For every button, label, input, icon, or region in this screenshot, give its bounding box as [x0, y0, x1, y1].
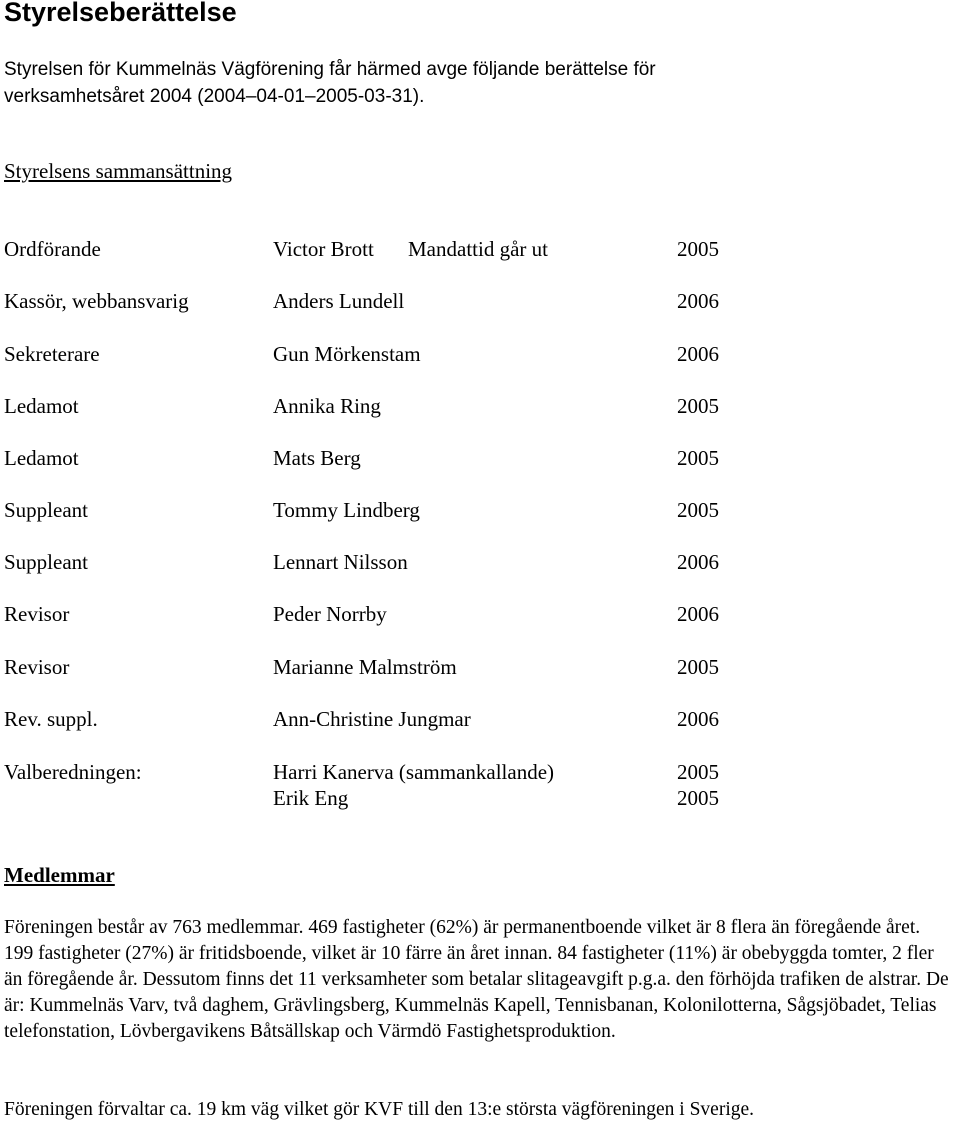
board-year: 2006 [677, 289, 719, 313]
board-name: Peder Norrby [273, 602, 387, 626]
board-name: Ann-Christine Jungmar [273, 707, 471, 731]
board-year: 2005 [677, 446, 719, 470]
board-row [4, 706, 954, 733]
board-name: Gun Mörkenstam [273, 342, 421, 366]
board-year: 2006 [677, 342, 719, 366]
board-name: Anders Lundell [273, 289, 405, 313]
board-name: Mats Berg [273, 446, 361, 470]
board-year: 2005 [677, 786, 719, 810]
board-year: 2005 [677, 760, 719, 784]
board-year: 2006 [677, 550, 719, 574]
board-year: 2005 [677, 394, 719, 418]
board-year: 2006 [677, 707, 719, 731]
board-name: Erik Eng [273, 786, 349, 810]
board-year: 2005 [677, 655, 719, 679]
board-year: 2005 [677, 237, 719, 261]
intro-paragraph: Styrelsen för Kummelnäs Vägförening får härmed avge följande berättelse för verksamhetsåret 2004 (2004–04-01–2005-03-31). [4, 59, 656, 107]
document-title: Styrelseberättelse [4, 0, 237, 27]
board-row [4, 759, 954, 786]
board-name: Lennart Nilsson [273, 550, 408, 574]
board-role: Revisor [4, 602, 70, 626]
board-name: Annika Ring [273, 394, 381, 418]
board-role: Ledamot [4, 446, 79, 470]
board-role: Ordförande [4, 237, 101, 261]
board-row [4, 341, 954, 368]
members-heading: Medlemmar [4, 863, 115, 887]
members-paragraph: Föreningen består av 763 medlemmar. 469 fastigheter (62%) är permanentboende vilket är 8 flera än föregående året. 199 fastigheter (27%) är fritidsboende, vilket är 10 färre än året innan. 84 fastigheter (11%) är obebyggda tomter, 2 fler än föregående år. Dessutom finns det 11 verksamheter som betalar slitageavgift p.g.a. den förhöjda trafiken de alstrar. De är: Kummelnäs Varv, två daghem, Grävlingsberg, Kummelnäs Kapell, Tennisbanan, Kolonilotterna, Sågsjöbadet, Telias telefonstation, Lövbergavikens Båtsällskap och Värmdö Fastighetsproduktion. [4, 917, 949, 1042]
board-name: Tommy Lindberg [273, 498, 420, 522]
board-role: Valberedningen: [4, 760, 142, 784]
board-row [4, 497, 954, 524]
board-name: Victor Brott [273, 237, 374, 261]
board-row [4, 445, 954, 472]
board-row [4, 393, 954, 420]
board-row [4, 785, 954, 812]
board-name: Harri Kanerva (sammankallande) [273, 760, 555, 784]
board-row [4, 601, 954, 628]
board-row [4, 288, 954, 315]
board-year: 2006 [677, 602, 719, 626]
board-row [4, 549, 954, 576]
board-row [4, 654, 954, 681]
board-name: Marianne Malmström [273, 655, 457, 679]
road-paragraph: Föreningen förvaltar ca. 19 km väg vilket gör KVF till den 13:e största vägföreningen i Sverige. [4, 1099, 755, 1120]
board-year: 2005 [677, 498, 719, 522]
board-role: Kassör, webbansvarig [4, 289, 189, 313]
board-role: Suppleant [4, 550, 88, 574]
board-role: Ledamot [4, 394, 79, 418]
board-role: Suppleant [4, 498, 88, 522]
board-term-note: Mandattid går ut [408, 237, 548, 261]
board-role: Rev. suppl. [4, 707, 98, 731]
board-role: Sekreterare [4, 342, 100, 366]
board-role: Revisor [4, 655, 70, 679]
board-row [4, 236, 954, 263]
board-heading: Styrelsens sammansättning [4, 159, 233, 183]
